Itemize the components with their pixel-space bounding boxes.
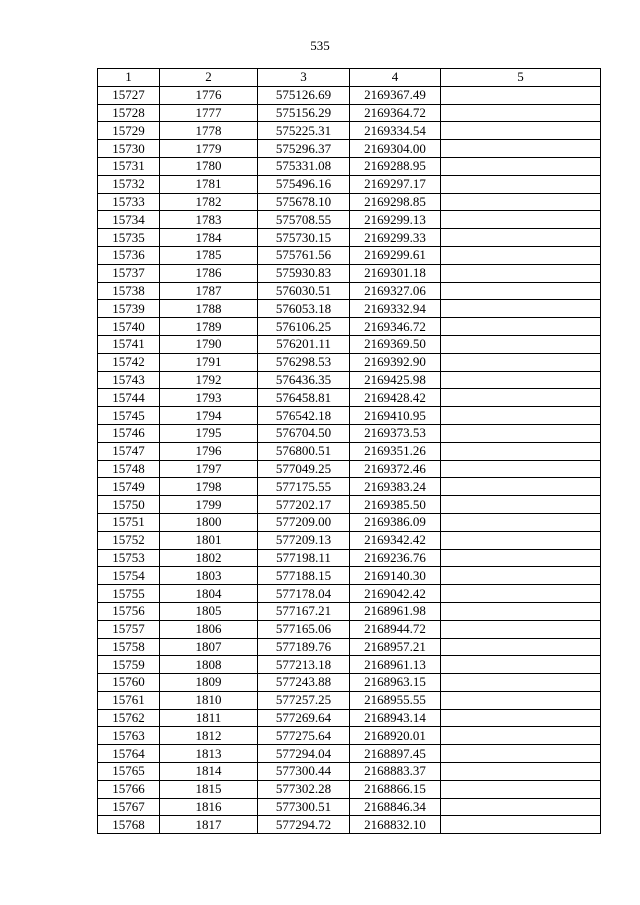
table-row (98, 264, 601, 282)
table-cell-col4: 2168832.10 (350, 816, 441, 834)
table-cell-col5 (441, 798, 601, 816)
table-cell-col5 (441, 780, 601, 798)
table-row (98, 175, 601, 193)
table-cell-col5 (441, 246, 601, 264)
table-header-row (98, 69, 601, 87)
table-cell-col4: 2168961.98 (350, 602, 441, 620)
table-cell-col2: 1779 (160, 140, 258, 158)
table-cell-col3: 577294.72 (258, 816, 350, 834)
table-cell-col3: 577300.51 (258, 798, 350, 816)
table-cell-col3: 575678.10 (258, 193, 350, 211)
table-cell-col2: 1787 (160, 282, 258, 300)
table-cell-col4: 2169346.72 (350, 318, 441, 336)
table-cell-col4: 2169304.00 (350, 140, 441, 158)
table-cell-col3: 577269.64 (258, 709, 350, 727)
table-cell-col5 (441, 816, 601, 834)
table-cell-col1: 15760 (98, 674, 160, 692)
table-cell-col2: 1776 (160, 86, 258, 104)
column-header-1: 1 (98, 69, 160, 87)
table-cell-col4: 2169299.61 (350, 246, 441, 264)
table-row (98, 709, 601, 727)
table-row (98, 620, 601, 638)
table-cell-col3: 576030.51 (258, 282, 350, 300)
table-cell-col1: 15757 (98, 620, 160, 638)
table-row (98, 318, 601, 336)
table-row (98, 86, 601, 104)
table-cell-col5 (441, 175, 601, 193)
table-cell-col3: 577209.00 (258, 513, 350, 531)
table-cell-col1: 15740 (98, 318, 160, 336)
table-cell-col5 (441, 193, 601, 211)
table-cell-col5 (441, 282, 601, 300)
table-cell-col1: 15753 (98, 549, 160, 567)
table-cell-col4: 2169386.09 (350, 513, 441, 531)
table-cell-col3: 575331.08 (258, 157, 350, 175)
table-cell-col4: 2169299.13 (350, 211, 441, 229)
table-cell-col1: 15765 (98, 763, 160, 781)
table-cell-col5 (441, 549, 601, 567)
table-cell-col5 (441, 424, 601, 442)
table-row (98, 211, 601, 229)
table-row (98, 389, 601, 407)
coordinates-table (97, 68, 601, 834)
table-cell-col4: 2168897.45 (350, 745, 441, 763)
table-row (98, 282, 601, 300)
table-cell-col3: 575930.83 (258, 264, 350, 282)
table-cell-col3: 575730.15 (258, 229, 350, 247)
table-cell-col4: 2169298.85 (350, 193, 441, 211)
table-cell-col5 (441, 442, 601, 460)
table-cell-col2: 1796 (160, 442, 258, 460)
table-cell-col5 (441, 140, 601, 158)
table-row (98, 816, 601, 834)
table-cell-col3: 576436.35 (258, 371, 350, 389)
table-cell-col2: 1793 (160, 389, 258, 407)
table-cell-col3: 577275.64 (258, 727, 350, 745)
table-cell-col5 (441, 371, 601, 389)
table-cell-col4: 2169351.26 (350, 442, 441, 460)
table-cell-col1: 15766 (98, 780, 160, 798)
table-row (98, 638, 601, 656)
table-cell-col3: 575225.31 (258, 122, 350, 140)
table-cell-col1: 15746 (98, 424, 160, 442)
table-row (98, 656, 601, 674)
table-cell-col1: 15741 (98, 335, 160, 353)
table-cell-col2: 1810 (160, 691, 258, 709)
table-cell-col3: 576800.51 (258, 442, 350, 460)
table-cell-col4: 2168866.15 (350, 780, 441, 798)
table-cell-col1: 15743 (98, 371, 160, 389)
table-cell-col3: 576704.50 (258, 424, 350, 442)
table-cell-col2: 1805 (160, 602, 258, 620)
table-body (98, 86, 601, 833)
table-cell-col5 (441, 691, 601, 709)
table-row (98, 353, 601, 371)
table-row (98, 691, 601, 709)
table-cell-col3: 576542.18 (258, 407, 350, 425)
table-cell-col2: 1812 (160, 727, 258, 745)
table-cell-col2: 1798 (160, 478, 258, 496)
table-cell-col1: 15754 (98, 567, 160, 585)
table-cell-col2: 1778 (160, 122, 258, 140)
table-cell-col5 (441, 460, 601, 478)
table-cell-col1: 15734 (98, 211, 160, 229)
table-cell-col1: 15763 (98, 727, 160, 745)
table-cell-col2: 1803 (160, 567, 258, 585)
table-row (98, 602, 601, 620)
table-cell-col4: 2168943.14 (350, 709, 441, 727)
table-cell-col2: 1791 (160, 353, 258, 371)
table-cell-col2: 1804 (160, 585, 258, 603)
table-cell-col5 (441, 585, 601, 603)
column-header-3: 3 (258, 69, 350, 87)
table-cell-col4: 2169392.90 (350, 353, 441, 371)
table-cell-col4: 2169410.95 (350, 407, 441, 425)
table-cell-col1: 15750 (98, 496, 160, 514)
table-cell-col5 (441, 264, 601, 282)
table-cell-col1: 15749 (98, 478, 160, 496)
table-cell-col4: 2169332.94 (350, 300, 441, 318)
table-cell-col4: 2169372.46 (350, 460, 441, 478)
table-cell-col5 (441, 745, 601, 763)
table-cell-col1: 15747 (98, 442, 160, 460)
table-cell-col4: 2168955.55 (350, 691, 441, 709)
table-cell-col3: 575126.69 (258, 86, 350, 104)
table-cell-col2: 1780 (160, 157, 258, 175)
table-row (98, 407, 601, 425)
table-cell-col4: 2168846.34 (350, 798, 441, 816)
table-cell-col2: 1807 (160, 638, 258, 656)
page-number: 535 (310, 38, 330, 53)
column-header-4: 4 (350, 69, 441, 87)
table-cell-col2: 1816 (160, 798, 258, 816)
table-cell-col2: 1785 (160, 246, 258, 264)
table-cell-col5 (441, 318, 601, 336)
table-cell-col5 (441, 513, 601, 531)
table-cell-col5 (441, 727, 601, 745)
table-cell-col1: 15732 (98, 175, 160, 193)
table-cell-col1: 15744 (98, 389, 160, 407)
table-cell-col3: 577178.04 (258, 585, 350, 603)
table-cell-col1: 15751 (98, 513, 160, 531)
table-row (98, 478, 601, 496)
table-cell-col4: 2169042.42 (350, 585, 441, 603)
table-cell-col4: 2169428.42 (350, 389, 441, 407)
table-cell-col2: 1783 (160, 211, 258, 229)
table-cell-col1: 15737 (98, 264, 160, 282)
table-cell-col2: 1777 (160, 104, 258, 122)
table-cell-col5 (441, 407, 601, 425)
table-cell-col3: 577209.13 (258, 531, 350, 549)
table-cell-col5 (441, 638, 601, 656)
table-cell-col5 (441, 389, 601, 407)
table-cell-col2: 1808 (160, 656, 258, 674)
table-cell-col1: 15764 (98, 745, 160, 763)
table-cell-col5 (441, 300, 601, 318)
table-cell-col1: 15759 (98, 656, 160, 674)
table-cell-col3: 575761.56 (258, 246, 350, 264)
table-row (98, 674, 601, 692)
table-cell-col4: 2168883.37 (350, 763, 441, 781)
column-header-5: 5 (441, 69, 601, 87)
table-cell-col5 (441, 674, 601, 692)
table-cell-col2: 1813 (160, 745, 258, 763)
table-row (98, 140, 601, 158)
table-cell-col5 (441, 211, 601, 229)
table-cell-col5 (441, 656, 601, 674)
table-row (98, 780, 601, 798)
table-cell-col4: 2169364.72 (350, 104, 441, 122)
table-cell-col3: 577175.55 (258, 478, 350, 496)
table-cell-col1: 15755 (98, 585, 160, 603)
table-cell-col1: 15761 (98, 691, 160, 709)
table-cell-col3: 577302.28 (258, 780, 350, 798)
table-cell-col2: 1802 (160, 549, 258, 567)
table-cell-col3: 577167.21 (258, 602, 350, 620)
table-cell-col1: 15735 (98, 229, 160, 247)
table-cell-col5 (441, 478, 601, 496)
table-cell-col2: 1782 (160, 193, 258, 211)
table-cell-col5 (441, 157, 601, 175)
table-cell-col3: 576053.18 (258, 300, 350, 318)
table-cell-col5 (441, 602, 601, 620)
table-cell-col4: 2169367.49 (350, 86, 441, 104)
table-cell-col4: 2169342.42 (350, 531, 441, 549)
table-cell-col4: 2168963.15 (350, 674, 441, 692)
table-cell-col5 (441, 229, 601, 247)
table-cell-col5 (441, 567, 601, 585)
table-row (98, 122, 601, 140)
table-row (98, 531, 601, 549)
table-cell-col2: 1795 (160, 424, 258, 442)
table-cell-col2: 1799 (160, 496, 258, 514)
table-row (98, 549, 601, 567)
table-cell-col4: 2168944.72 (350, 620, 441, 638)
table-row (98, 424, 601, 442)
table-row (98, 585, 601, 603)
table-cell-col3: 577049.25 (258, 460, 350, 478)
table-cell-col3: 575296.37 (258, 140, 350, 158)
table-row (98, 300, 601, 318)
table-cell-col1: 15745 (98, 407, 160, 425)
table-cell-col1: 15727 (98, 86, 160, 104)
table-cell-col5 (441, 353, 601, 371)
table-cell-col4: 2169288.95 (350, 157, 441, 175)
table-row (98, 727, 601, 745)
column-header-2: 2 (160, 69, 258, 87)
table-cell-col5 (441, 335, 601, 353)
table-cell-col1: 15768 (98, 816, 160, 834)
table-cell-col3: 577202.17 (258, 496, 350, 514)
table-cell-col5 (441, 104, 601, 122)
table-cell-col1: 15738 (98, 282, 160, 300)
table-row (98, 157, 601, 175)
table-cell-col2: 1788 (160, 300, 258, 318)
table-cell-col2: 1815 (160, 780, 258, 798)
table-row (98, 193, 601, 211)
table-cell-col3: 577189.76 (258, 638, 350, 656)
table-row (98, 335, 601, 353)
table-cell-col4: 2169327.06 (350, 282, 441, 300)
table-cell-col2: 1814 (160, 763, 258, 781)
table-cell-col1: 15752 (98, 531, 160, 549)
table-cell-col4: 2169299.33 (350, 229, 441, 247)
table-cell-col3: 575156.29 (258, 104, 350, 122)
table-cell-col4: 2169236.76 (350, 549, 441, 567)
table-row (98, 246, 601, 264)
table-cell-col4: 2169140.30 (350, 567, 441, 585)
table-cell-col1: 15767 (98, 798, 160, 816)
table-cell-col1: 15762 (98, 709, 160, 727)
table-cell-col4: 2168961.13 (350, 656, 441, 674)
table-row (98, 763, 601, 781)
table-cell-col2: 1784 (160, 229, 258, 247)
table-cell-col3: 577213.18 (258, 656, 350, 674)
table-row (98, 460, 601, 478)
table-row (98, 745, 601, 763)
table-cell-col1: 15736 (98, 246, 160, 264)
table-cell-col4: 2169301.18 (350, 264, 441, 282)
table-cell-col5 (441, 496, 601, 514)
table-row (98, 798, 601, 816)
table-cell-col3: 577198.11 (258, 549, 350, 567)
table-row (98, 104, 601, 122)
table-cell-col3: 576458.81 (258, 389, 350, 407)
table-cell-col1: 15729 (98, 122, 160, 140)
table-cell-col1: 15756 (98, 602, 160, 620)
table-cell-col5 (441, 620, 601, 638)
table-row (98, 496, 601, 514)
table-cell-col2: 1789 (160, 318, 258, 336)
table-cell-col3: 577294.04 (258, 745, 350, 763)
table-row (98, 567, 601, 585)
table-cell-col2: 1809 (160, 674, 258, 692)
table-cell-col1: 15739 (98, 300, 160, 318)
table-cell-col3: 577300.44 (258, 763, 350, 781)
table-cell-col4: 2169425.98 (350, 371, 441, 389)
table-cell-col3: 577188.15 (258, 567, 350, 585)
table-cell-col4: 2169369.50 (350, 335, 441, 353)
table-cell-col3: 575708.55 (258, 211, 350, 229)
table-cell-col4: 2168957.21 (350, 638, 441, 656)
table-cell-col2: 1811 (160, 709, 258, 727)
table-cell-col2: 1792 (160, 371, 258, 389)
table-cell-col5 (441, 122, 601, 140)
table-cell-col1: 15728 (98, 104, 160, 122)
table-cell-col5 (441, 709, 601, 727)
table-cell-col2: 1817 (160, 816, 258, 834)
table-cell-col3: 577257.25 (258, 691, 350, 709)
table-cell-col2: 1801 (160, 531, 258, 549)
table-cell-col3: 577243.88 (258, 674, 350, 692)
table-cell-col4: 2169334.54 (350, 122, 441, 140)
table-cell-col2: 1790 (160, 335, 258, 353)
table-cell-col5 (441, 531, 601, 549)
table-row (98, 371, 601, 389)
table-cell-col2: 1781 (160, 175, 258, 193)
table-cell-col1: 15748 (98, 460, 160, 478)
table-cell-col2: 1786 (160, 264, 258, 282)
table-cell-col2: 1794 (160, 407, 258, 425)
table-row (98, 442, 601, 460)
table-row (98, 229, 601, 247)
table-cell-col5 (441, 763, 601, 781)
table-cell-col1: 15758 (98, 638, 160, 656)
table-cell-col5 (441, 86, 601, 104)
table-cell-col2: 1797 (160, 460, 258, 478)
table-cell-col3: 577165.06 (258, 620, 350, 638)
table-cell-col3: 576298.53 (258, 353, 350, 371)
table-cell-col4: 2169373.53 (350, 424, 441, 442)
table-cell-col2: 1806 (160, 620, 258, 638)
table-cell-col4: 2169385.50 (350, 496, 441, 514)
table-cell-col4: 2169383.24 (350, 478, 441, 496)
table-cell-col1: 15731 (98, 157, 160, 175)
table-cell-col3: 576201.11 (258, 335, 350, 353)
table-cell-col1: 15730 (98, 140, 160, 158)
table-row (98, 513, 601, 531)
table-cell-col4: 2168920.01 (350, 727, 441, 745)
table-cell-col2: 1800 (160, 513, 258, 531)
table-cell-col3: 575496.16 (258, 175, 350, 193)
table-cell-col4: 2169297.17 (350, 175, 441, 193)
table-cell-col1: 15742 (98, 353, 160, 371)
table-cell-col3: 576106.25 (258, 318, 350, 336)
table-cell-col1: 15733 (98, 193, 160, 211)
